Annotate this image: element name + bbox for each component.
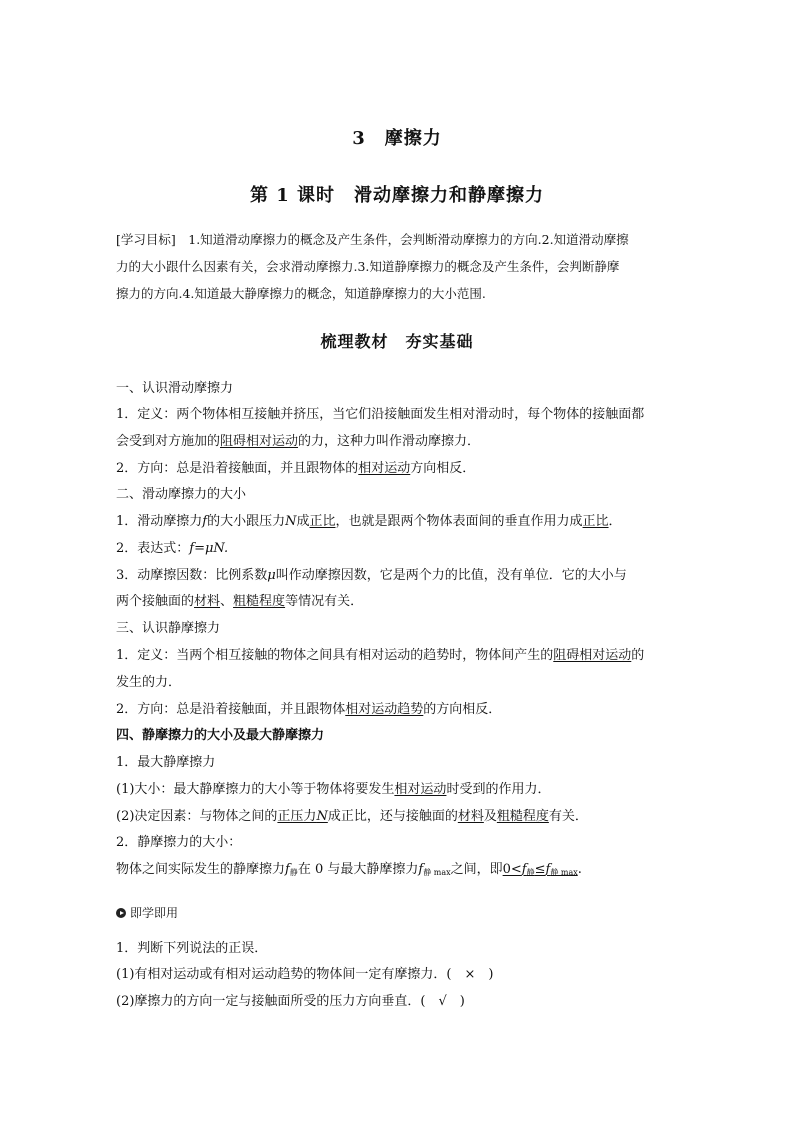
- lesson-title: 第 1 课时 滑动摩擦力和静摩擦力: [249, 185, 545, 206]
- play-circle-icon: [116, 908, 126, 918]
- part4-static-title: 2．静摩擦力的大小：: [116, 835, 242, 850]
- part2-heading: 二、滑动摩擦力的大小: [116, 487, 247, 502]
- answer-underline: 粗糙程度: [496, 809, 549, 824]
- part4-size: (1)大小：最大静摩擦力的大小等于物体将要发生相对运动时受到的作用力．: [116, 782, 551, 797]
- practice-heading: 即学即用: [116, 904, 682, 922]
- objectives-line-3: 擦力的方向.4.知道最大静摩擦力的概念，知道静摩擦力的大小范围.: [116, 286, 486, 301]
- part3-definition-b: 发生的力．: [116, 675, 182, 690]
- part1-definition-b: 会受到对方施加的阻碍相对运动的力，这种力叫作滑动摩擦力．: [116, 434, 481, 449]
- answer-underline: 相对运动: [394, 782, 447, 797]
- answer-underline: $0<f_静\le f_{静 max}$: [502, 862, 578, 877]
- part1-direction: 2．方向：总是沿着接触面，并且跟物体的相对运动方向相反．: [116, 461, 476, 476]
- answer-underline: 材料: [194, 594, 221, 609]
- part1-heading: 一、认识滑动摩擦力: [116, 381, 234, 396]
- answer-underline: 正压力N: [277, 809, 328, 824]
- part2-line-4: 两个接触面的材料、粗糙程度等情况有关．: [116, 594, 364, 609]
- part4-range: 物体之间实际发生的静摩擦力$f_静$在 0 与最大静摩擦力$f_{静 max}$之间，即$0<f_静\le f_{静 max}$.: [116, 862, 582, 877]
- objectives-line-2: 力的大小跟什么因素有关，会求滑动摩擦力.3.知道静摩擦力的概念及产生条件，会判断静摩: [116, 259, 620, 274]
- answer-underline: 材料: [457, 809, 484, 824]
- part1-definition-a: 1．定义：两个物体相互接触并挤压，当它们沿接触面发生相对滑动时，每个物体的接触面都: [116, 407, 645, 422]
- answer-underline: 相对运动: [358, 461, 411, 476]
- objectives-line-1: [学习目标] 1.知道滑动摩擦力的概念及产生条件，会判断滑动摩擦力的方向.2.知道滑动摩擦: [116, 232, 629, 247]
- part2-line-1: 1．滑动摩擦力f的大小跟压力N成正比，也就是跟两个物体表面间的垂直作用力成正比．: [116, 514, 622, 529]
- part2-line-3: 3．动摩擦因数：比例系数μ叫作动摩擦因数，它是两个力的比值，没有单位．它的大小与: [116, 568, 627, 583]
- answer-underline: 阻碍相对运动: [553, 648, 632, 663]
- part4-heading: 四、静摩擦力的大小及最大静摩擦力: [116, 728, 325, 743]
- practice-question-2: (2)摩擦力的方向一定与接触面所受的压力方向垂直．( √ ): [116, 994, 465, 1009]
- part3-heading: 三、认识静摩擦力: [116, 621, 221, 636]
- part2-formula: 2．表达式：f=μN.: [116, 541, 229, 556]
- answer-underline: 粗糙程度: [233, 594, 286, 609]
- chapter-title: 3 摩擦力: [352, 128, 442, 149]
- answer-underline: 阻碍相对运动: [220, 434, 299, 449]
- answer-underline: 正比: [582, 514, 609, 529]
- answer-underline: 正比: [309, 514, 336, 529]
- part4-max-title: 1．最大静摩擦力: [116, 755, 216, 770]
- part3-direction: 2．方向：总是沿着接触面，并且跟物体相对运动趋势的方向相反．: [116, 702, 502, 717]
- part3-definition-a: 1．定义：当两个相互接触的物体之间具有相对运动的趋势时，物体间产生的阻碍相对运动的: [116, 648, 645, 663]
- section-title: 梳理教材 夯实基础: [320, 332, 474, 351]
- part4-factors: (2)决定因素：与物体之间的正压力N成正比，还与接触面的材料及粗糙程度有关．: [116, 809, 588, 824]
- practice-intro: 1．判断下列说法的正误．: [116, 941, 268, 956]
- practice-question-1: (1)有相对运动或有相对运动趋势的物体间一定有摩擦力．( × ): [116, 967, 494, 982]
- answer-underline: 相对运动趋势: [345, 702, 424, 717]
